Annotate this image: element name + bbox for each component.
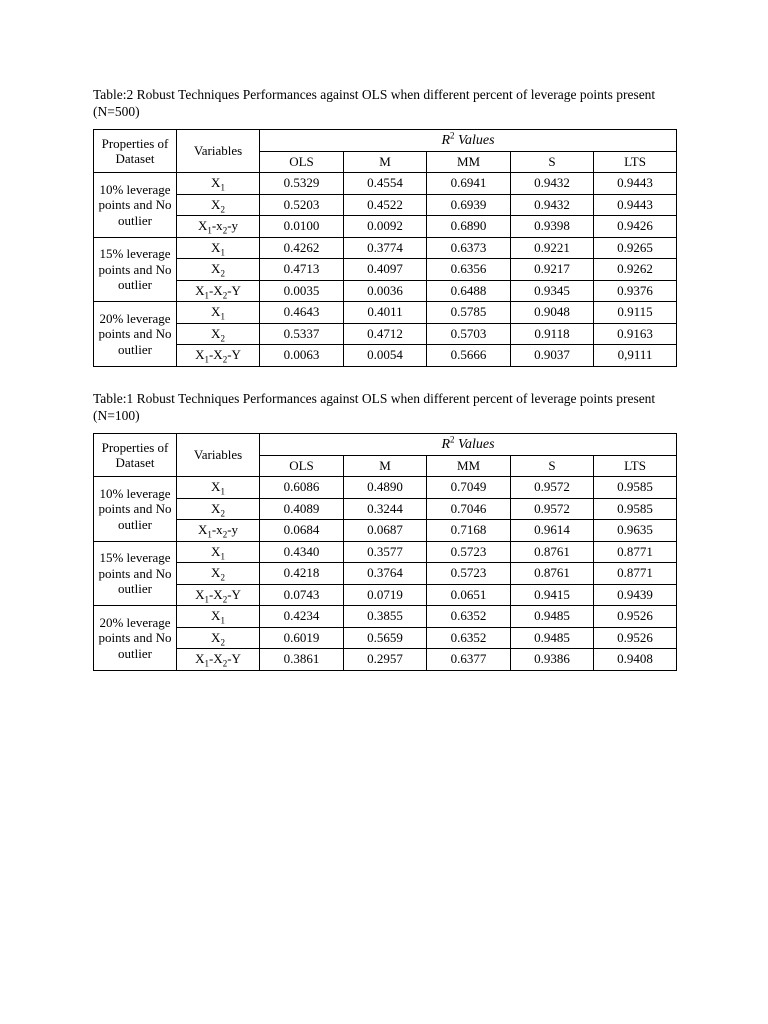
value-cell: 0.3244 — [344, 498, 427, 520]
variable-name: X — [211, 196, 221, 212]
value-cell: 0.9432 — [511, 173, 594, 195]
variable-subscript: 2 — [220, 204, 225, 215]
value-cell: 0.3774 — [344, 237, 427, 259]
value-cell: 0.9585 — [594, 477, 677, 499]
value-cell: 0.7049 — [427, 477, 511, 499]
dataset-property-cell: 10% leverage points and No outlier — [94, 477, 177, 542]
value-cell: 0.5329 — [260, 173, 344, 195]
table-row — [94, 627, 677, 649]
variable-name: -X — [208, 347, 223, 363]
value-cell: 0.7168 — [427, 520, 511, 542]
value-cell: 0.6352 — [427, 606, 511, 628]
value-cell: 0.9572 — [511, 498, 594, 520]
value-cell: 0.5723 — [427, 563, 511, 585]
variable-name: X — [211, 304, 221, 320]
variable-subscript: 2 — [220, 333, 225, 344]
variable-name: -Y — [227, 651, 241, 667]
dataset-property-cell: 10% leverage points and No outlier — [94, 173, 177, 238]
value-cell: 0.5659 — [344, 627, 427, 649]
variable-subscript: 1 — [220, 311, 225, 322]
value-cell: 0.9048 — [511, 302, 594, 324]
table-row — [94, 194, 677, 216]
method-header: MM — [427, 455, 511, 477]
value-cell: 0.6356 — [427, 259, 511, 281]
variable-cell — [177, 563, 260, 585]
value-cell: 0.9115 — [594, 302, 677, 324]
variable-cell — [177, 216, 260, 238]
variable-subscript: 1 — [204, 658, 209, 669]
table-caption: Table:1 Robust Techniques Performances against OLS when different percent of leverage points present (N=100) — [93, 391, 656, 423]
value-cell: 0.7046 — [427, 498, 511, 520]
value-cell: 0.9265 — [594, 237, 677, 259]
method-header: OLS — [260, 455, 344, 477]
variable-subscript: 1 — [220, 615, 225, 626]
variable-subscript: 1 — [220, 551, 225, 562]
table-row — [94, 649, 677, 671]
table-row — [94, 606, 677, 628]
value-cell: 0.4643 — [260, 302, 344, 324]
r2-superscript: 2 — [450, 130, 455, 141]
variable-cell — [177, 194, 260, 216]
value-cell: 0.9443 — [594, 194, 677, 216]
table-row — [94, 498, 677, 520]
variable-name: -x — [211, 218, 223, 234]
variable-cell — [177, 627, 260, 649]
variable-subscript: 2 — [220, 637, 225, 648]
table-row — [94, 259, 677, 281]
value-cell: 0.9526 — [594, 627, 677, 649]
table-row — [94, 173, 677, 195]
value-cell: 0.5785 — [427, 302, 511, 324]
value-cell: 0.5337 — [260, 323, 344, 345]
header-properties: Properties of Dataset — [94, 434, 177, 477]
header-properties: Properties of Dataset — [94, 130, 177, 173]
value-cell: 0.4011 — [344, 302, 427, 324]
value-cell: 0.2957 — [344, 649, 427, 671]
value-cell: 0.9163 — [594, 323, 677, 345]
method-header: MM — [427, 151, 511, 173]
value-cell: 0.6890 — [427, 216, 511, 238]
value-cell: 0.9443 — [594, 173, 677, 195]
variable-name: X — [211, 629, 221, 645]
value-cell: 0.9526 — [594, 606, 677, 628]
dataset-property-cell: 20% leverage points and No outlier — [94, 606, 177, 671]
variable-subscript: 1 — [220, 486, 225, 497]
header-row — [94, 130, 677, 152]
results-table — [93, 129, 677, 367]
variable-cell — [177, 280, 260, 302]
method-header: LTS — [594, 151, 677, 173]
variable-cell — [177, 259, 260, 281]
variable-subscript: 2 — [222, 225, 228, 236]
variable-name: -y — [227, 218, 239, 234]
value-cell: 0.5703 — [427, 323, 511, 345]
method-header: S — [511, 151, 594, 173]
variable-name: -Y — [227, 282, 241, 298]
value-cell: 0.9585 — [594, 498, 677, 520]
table-row — [94, 280, 677, 302]
value-cell: 0.0063 — [260, 345, 344, 367]
variable-name: -X — [208, 651, 223, 667]
table-block-n500 — [93, 87, 676, 367]
dataset-property-cell: 15% leverage points and No outlier — [94, 237, 177, 302]
method-header: M — [344, 455, 427, 477]
variable-name: X — [211, 239, 221, 255]
table-body — [94, 477, 677, 671]
header-variables: Variables — [177, 130, 260, 173]
value-cell: 0.8761 — [511, 563, 594, 585]
variable-subscript: 1 — [207, 225, 212, 236]
variable-name: X — [211, 608, 221, 624]
value-cell: 0.3861 — [260, 649, 344, 671]
value-cell: 0.0651 — [427, 584, 511, 606]
variable-cell — [177, 649, 260, 671]
variable-cell — [177, 173, 260, 195]
value-cell: 0.0719 — [344, 584, 427, 606]
variable-cell — [177, 541, 260, 563]
header-row — [94, 434, 677, 456]
value-cell: 0,9111 — [594, 345, 677, 367]
value-cell: 0.6377 — [427, 649, 511, 671]
value-cell: 0.4713 — [260, 259, 344, 281]
variable-subscript: 2 — [220, 508, 225, 519]
variable-name: X — [197, 218, 208, 234]
variable-name: -x — [211, 522, 223, 538]
variable-subscript: 2 — [222, 529, 228, 540]
value-cell: 0.4890 — [344, 477, 427, 499]
variable-name: -y — [227, 522, 239, 538]
value-cell: 0.9221 — [511, 237, 594, 259]
table-row — [94, 302, 677, 324]
value-cell: 0.9217 — [511, 259, 594, 281]
table-block-n100 — [93, 391, 676, 671]
value-cell: 0.3855 — [344, 606, 427, 628]
r2-label: Values — [454, 132, 495, 148]
variable-name: X — [211, 261, 221, 277]
table-row — [94, 323, 677, 345]
header-r2-values — [260, 434, 677, 456]
r2-label: Values — [454, 436, 495, 452]
value-cell: 0.4218 — [260, 563, 344, 585]
variable-name: X — [195, 586, 205, 602]
value-cell: 0.5203 — [260, 194, 344, 216]
variable-name: X — [211, 565, 221, 581]
value-cell: 0.0687 — [344, 520, 427, 542]
variable-name: X — [211, 175, 221, 191]
value-cell: 0.0035 — [260, 280, 344, 302]
value-cell: 0.5723 — [427, 541, 511, 563]
table-caption: Table:2 Robust Techniques Performances against OLS when different percent of leverage points present (N=500) — [93, 87, 656, 119]
value-cell: 0.4089 — [260, 498, 344, 520]
value-cell: 0.4522 — [344, 194, 427, 216]
variable-subscript: 2 — [222, 290, 228, 301]
r2-symbol: R — [441, 436, 451, 452]
value-cell: 0.9614 — [511, 520, 594, 542]
value-cell: 0.8771 — [594, 541, 677, 563]
value-cell: 0.0054 — [344, 345, 427, 367]
value-cell: 0.9262 — [594, 259, 677, 281]
variable-name: -Y — [227, 347, 241, 363]
variable-name: X — [195, 651, 205, 667]
variable-name: X — [195, 347, 205, 363]
value-cell: 0.0092 — [344, 216, 427, 238]
header-r2-values — [260, 130, 677, 152]
variable-subscript: 2 — [222, 658, 228, 669]
table-row — [94, 520, 677, 542]
variable-name: X — [211, 325, 221, 341]
variable-subscript: 1 — [204, 594, 209, 605]
variable-name: X — [211, 479, 221, 495]
value-cell: 0.0100 — [260, 216, 344, 238]
variable-name: X — [195, 282, 205, 298]
variable-subscript: 2 — [220, 572, 225, 583]
value-cell: 0.4554 — [344, 173, 427, 195]
variable-cell — [177, 498, 260, 520]
r2-symbol: R — [441, 132, 451, 148]
value-cell: 0.6019 — [260, 627, 344, 649]
r2-superscript: 2 — [450, 434, 455, 445]
value-cell: 0.9635 — [594, 520, 677, 542]
table-row — [94, 584, 677, 606]
value-cell: 0.4234 — [260, 606, 344, 628]
table-row — [94, 216, 677, 238]
value-cell: 0.3577 — [344, 541, 427, 563]
variable-cell — [177, 584, 260, 606]
variable-cell — [177, 345, 260, 367]
value-cell: 0.9118 — [511, 323, 594, 345]
variable-cell — [177, 606, 260, 628]
value-cell: 0.6941 — [427, 173, 511, 195]
value-cell: 0.9037 — [511, 345, 594, 367]
variable-name: -X — [208, 586, 223, 602]
value-cell: 0.4340 — [260, 541, 344, 563]
variable-subscript: 1 — [204, 354, 209, 365]
value-cell: 0.8771 — [594, 563, 677, 585]
value-cell: 0.8761 — [511, 541, 594, 563]
value-cell: 0.5666 — [427, 345, 511, 367]
results-table — [93, 433, 677, 671]
value-cell: 0.4262 — [260, 237, 344, 259]
table-row — [94, 563, 677, 585]
method-header: OLS — [260, 151, 344, 173]
value-cell: 0.6086 — [260, 477, 344, 499]
table-row — [94, 345, 677, 367]
dataset-property-cell: 15% leverage points and No outlier — [94, 541, 177, 606]
value-cell: 0.0743 — [260, 584, 344, 606]
variable-cell — [177, 237, 260, 259]
table-row — [94, 477, 677, 499]
value-cell: 0.9408 — [594, 649, 677, 671]
value-cell: 0.9439 — [594, 584, 677, 606]
table-row — [94, 237, 677, 259]
value-cell: 0.6373 — [427, 237, 511, 259]
value-cell: 0.6939 — [427, 194, 511, 216]
value-cell: 0.0684 — [260, 520, 344, 542]
variable-name: X — [211, 500, 221, 516]
variable-cell — [177, 323, 260, 345]
value-cell: 0.0036 — [344, 280, 427, 302]
value-cell: 0.6352 — [427, 627, 511, 649]
variable-subscript: 2 — [220, 268, 225, 279]
method-header: LTS — [594, 455, 677, 477]
method-header: S — [511, 455, 594, 477]
variable-cell — [177, 520, 260, 542]
variable-subscript: 1 — [207, 529, 212, 540]
value-cell: 0.6488 — [427, 280, 511, 302]
header-variables: Variables — [177, 434, 260, 477]
value-cell: 0.9398 — [511, 216, 594, 238]
variable-cell — [177, 302, 260, 324]
table-body — [94, 173, 677, 367]
value-cell: 0.9386 — [511, 649, 594, 671]
value-cell: 0.3764 — [344, 563, 427, 585]
value-cell: 0.9426 — [594, 216, 677, 238]
dataset-property-cell: 20% leverage points and No outlier — [94, 302, 177, 367]
value-cell: 0.9572 — [511, 477, 594, 499]
variable-subscript: 1 — [204, 290, 209, 301]
variable-subscript: 1 — [220, 247, 225, 258]
value-cell: 0.9376 — [594, 280, 677, 302]
value-cell: 0.9485 — [511, 627, 594, 649]
value-cell: 0.9345 — [511, 280, 594, 302]
value-cell: 0.4097 — [344, 259, 427, 281]
variable-name: X — [211, 543, 221, 559]
method-header: M — [344, 151, 427, 173]
variable-subscript: 2 — [222, 594, 228, 605]
variable-subscript: 1 — [220, 182, 225, 193]
value-cell: 0.9415 — [511, 584, 594, 606]
variable-cell — [177, 477, 260, 499]
variable-name: -X — [208, 282, 223, 298]
table-row — [94, 541, 677, 563]
value-cell: 0.4712 — [344, 323, 427, 345]
value-cell: 0.9432 — [511, 194, 594, 216]
variable-subscript: 2 — [222, 354, 228, 365]
variable-name: X — [197, 522, 208, 538]
variable-name: -Y — [227, 586, 241, 602]
value-cell: 0.9485 — [511, 606, 594, 628]
